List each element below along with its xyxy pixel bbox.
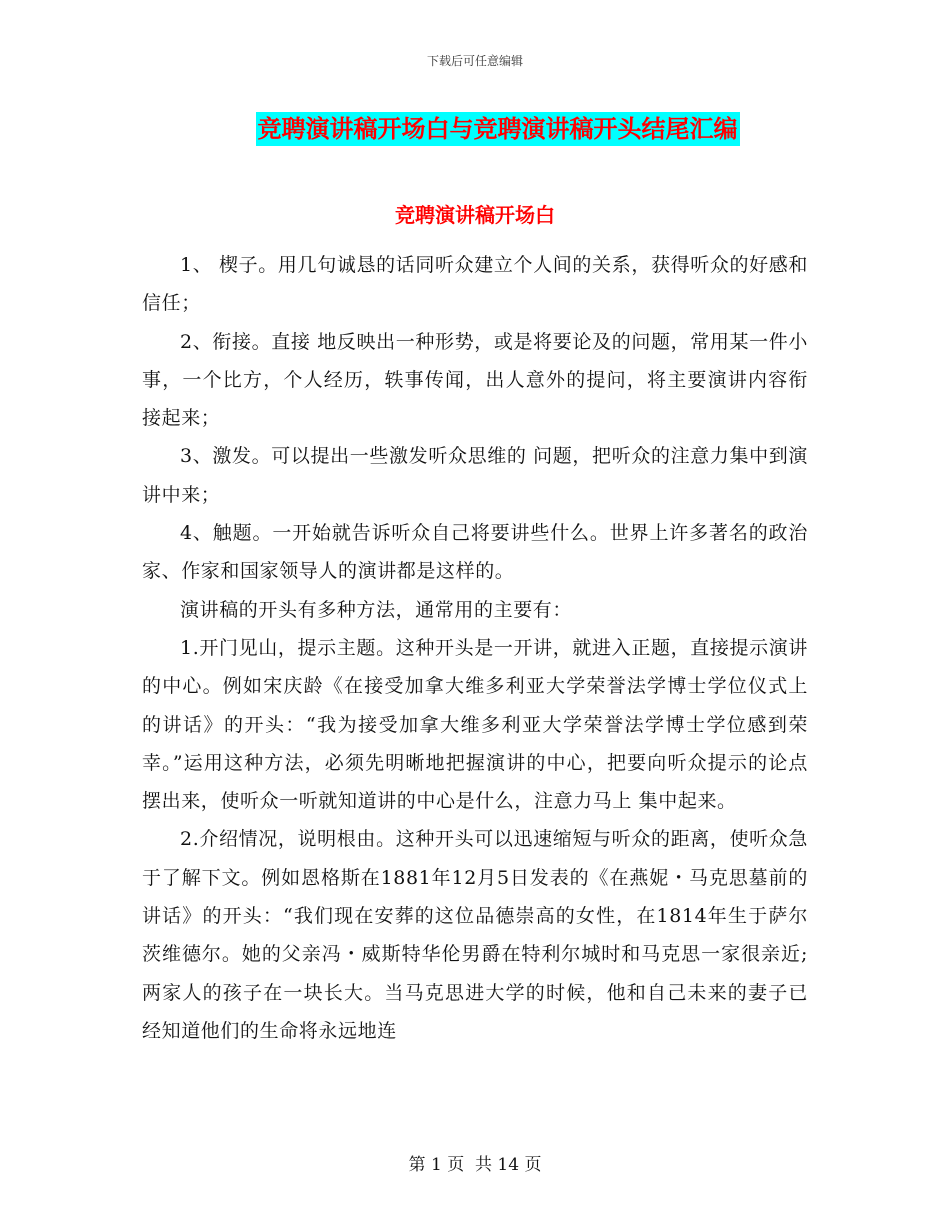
paragraph-1: 1、 楔子。用几句诚恳的话同听众建立个人间的关系，获得听众的好感和信任； [142, 254, 808, 315]
paragraph-2: 2、衔接。直接 地反映出一种形势，或是将要论及的问题，常用某一件小事，一个比方，个人经历，轶事传闻，出人意外的提问，将主要演讲内容衔接起来； [142, 330, 808, 430]
page-footer [0, 1150, 950, 1175]
page-header: 下载后可任意编辑 [426, 54, 523, 68]
paragraph-6: 1.开门见山，提示主题。这种开头是一开讲，就进入正题，直接提示演讲的中心。例如宋庆龄《在接受加拿大维多利亚大学荣誉法学博士学位仪式上的讲话》的开头：“我为接受加拿大维多利亚大学荣誉法学博士学位感到荣幸。”运用这种方法，必须先明晰地把握演讲的中心，把要向听众提示的论点摆出来，使听众一听就知道讲的中心是什么，注意力马上 集中起来。 [142, 636, 808, 813]
footer-total-pages: 14 [497, 1155, 520, 1175]
footer-middle: 页 共 [447, 1155, 492, 1175]
title-container [0, 112, 950, 146]
paragraph-7: 2.介绍情况，说明根由。这种开头可以迅速缩短与听众的距离，使听众急于了解下文。例如恩格斯在1881年12月5日发表的《在燕妮・马克思墓前的讲话》的开头：“我们现在安葬的这位品德崇高的女性，在1814年生于萨尔茨维德尔。她的父亲冯・威斯特华伦男爵在特利尔城时和马克思一家很亲近;两家人的孩子在一块长大。当马克思进大学的时候，他和自己未来的妻子已经知道他们的生命将永远地连 [142, 828, 808, 1042]
footer-page-number: 1 [430, 1155, 442, 1175]
paragraph-4: 4、触题。一开始就告诉听众自己将要讲些什么。世界上许多著名的政治家、作家和国家领导人的演讲都是这样的。 [142, 522, 808, 583]
paragraph-5: 演讲稿的开头有多种方法，通常用的主要有： [180, 598, 573, 621]
footer-suffix: 页 [524, 1155, 542, 1175]
document-title: 竞聘演讲稿开场白与竞聘演讲稿开头结尾汇编 [256, 112, 740, 146]
footer-prefix: 第 [408, 1155, 426, 1175]
paragraph-3: 3、激发。可以提出一些激发听众思维的 问题，把听众的注意力集中到演讲中来； [142, 445, 808, 506]
document-body [142, 246, 808, 1050]
section-title: 竞聘演讲稿开场白 [395, 203, 555, 227]
